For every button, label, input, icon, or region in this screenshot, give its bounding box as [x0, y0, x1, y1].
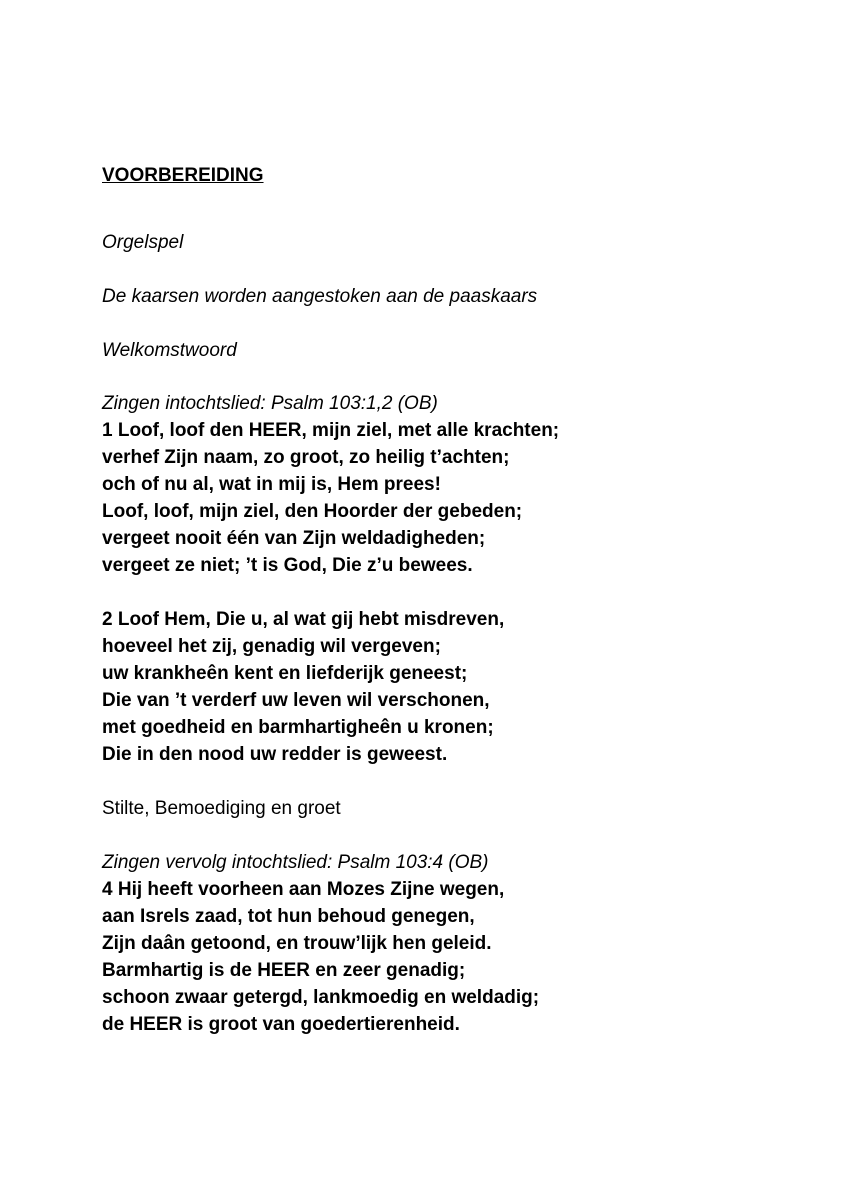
kaarsen-item: De kaarsen worden aangestoken aan de paaskaars [102, 286, 538, 307]
vervolg-label: Zingen vervolg intochtslied: Psalm 103:4 (OB) [102, 852, 489, 873]
document-page [102, 162, 822, 1038]
stilte-item: Stilte, Bemoediging en groet [102, 798, 341, 819]
verse-line: och of nu al, wat in mij is, Hem prees! [102, 474, 441, 495]
verse-line: 4 Hij heeft voorheen aan Mozes Zijne wegen, [102, 879, 505, 900]
verse-line: de HEER is groot van goedertierenheid. [102, 1014, 460, 1035]
verse-line: hoeveel het zij, genadig wil vergeven; [102, 636, 441, 657]
verse-2 [102, 606, 822, 768]
verse-line: Zijn daân getoond, en trouw’lijk hen geleid. [102, 933, 492, 954]
verse-line: Barmhartig is de HEER en zeer genadig; [102, 960, 466, 981]
verse-line: vergeet nooit één van Zijn weldadigheden; [102, 528, 486, 549]
verse-line: Loof, loof, mijn ziel, den Hoorder der gebeden; [102, 501, 523, 522]
verse-line: aan Isrels zaad, tot hun behoud genegen, [102, 906, 475, 927]
verse-line: vergeet ze niet; ’t is God, Die z’u bewees. [102, 555, 473, 576]
verse-line: uw krankheên kent en liefderijk geneest; [102, 663, 468, 684]
section-heading: VOORBEREIDING [102, 165, 264, 186]
intocht-label: Zingen intochtslied: Psalm 103:1,2 (OB) [102, 393, 438, 414]
verse-line: 1 Loof, loof den HEER, mijn ziel, met alle krachten; [102, 420, 560, 441]
verse-1 [102, 417, 822, 579]
verse-line: schoon zwaar getergd, lankmoedig en weldadig; [102, 987, 540, 1008]
verse-line: Die in den nood uw redder is geweest. [102, 744, 448, 765]
welkom-item: Welkomstwoord [102, 340, 237, 361]
verse-line: verhef Zijn naam, zo groot, zo heilig t’achten; [102, 447, 510, 468]
verse-line: 2 Loof Hem, Die u, al wat gij hebt misdreven, [102, 609, 505, 630]
orgelspel-item: Orgelspel [102, 232, 184, 253]
verse-line: met goedheid en barmhartigheên u kronen; [102, 717, 494, 738]
verse-line: Die van ’t verderf uw leven wil verschonen, [102, 690, 490, 711]
verse-4 [102, 876, 822, 1038]
